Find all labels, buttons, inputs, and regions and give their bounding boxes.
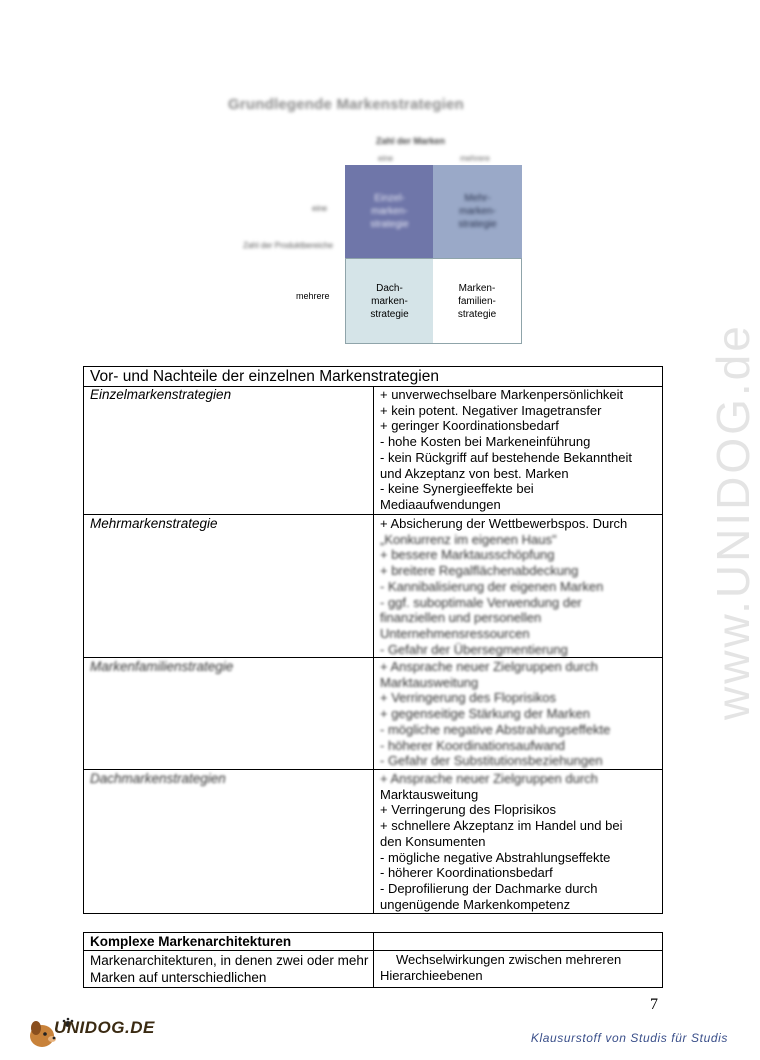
logo-text: UNIDOG.DE bbox=[54, 1018, 155, 1037]
architecture-effects-line: Wechselwirkungen zwischen mehreren bbox=[396, 952, 622, 967]
list-item: + breitere Regalflächenabdeckung bbox=[380, 563, 579, 579]
cell-markenfamilienstrategie bbox=[433, 258, 522, 344]
axis-top-label: Zahl der Marken bbox=[376, 136, 446, 146]
table-column-divider bbox=[373, 933, 374, 987]
list-item: + gegenseitige Stärkung der Marken bbox=[380, 706, 590, 722]
row-label-many: mehrere bbox=[296, 291, 330, 301]
list-item: Marktausweitung bbox=[380, 786, 479, 802]
architecture-definition: Markenarchitekturen, in denen zwei oder mehr Marken auf unterschiedlichen bbox=[90, 953, 369, 985]
list-item: + Absicherung der Wettbewerbspos. Durch bbox=[380, 516, 628, 531]
row-label-mehrmarken: Mehrmarkenstrategie bbox=[90, 516, 218, 531]
cell-einzelmarkenstrategie bbox=[345, 165, 434, 258]
list-item: und Akzeptanz von best. Marken bbox=[380, 465, 569, 481]
list-item: + Ansprache neuer Zielgruppen durch bbox=[380, 659, 598, 674]
architecture-effects-line: Hierarchieebenen bbox=[380, 968, 483, 983]
diagram-title: Grundlegende Markenstrategien bbox=[228, 96, 464, 113]
table-column-divider bbox=[373, 386, 374, 913]
list-item: - Deprofilierung der Dachmarke durch bbox=[380, 880, 598, 896]
list-item: - mögliche negative Abstrahlungseffekte bbox=[380, 849, 611, 865]
list-item: - höherer Koordinationsbedarf bbox=[380, 865, 553, 881]
list-item: Unternehmensressourcen bbox=[380, 625, 530, 641]
list-item: - keine Synergieeffekte bei bbox=[380, 481, 534, 497]
row-content-mehrmarken bbox=[380, 516, 660, 657]
watermark: www.UNIDOG.de bbox=[707, 323, 759, 720]
table-title: Vor- und Nachteile der einzelnen Markenstrategien bbox=[90, 368, 439, 385]
list-item: - Gefahr der Übersegmentierung bbox=[380, 641, 568, 657]
list-item: ungenügende Markenkompetenz bbox=[380, 896, 571, 912]
row-content-markenfamilien bbox=[380, 659, 660, 769]
row-content-einzelmarken bbox=[380, 387, 660, 513]
list-item: - ggf. suboptimale Verwendung der bbox=[380, 594, 582, 610]
list-item: - mögliche negative Abstrahlungseffekte bbox=[380, 721, 611, 737]
row-label-dachmarken: Dachmarkenstrategien bbox=[90, 771, 226, 786]
architecture-effects bbox=[380, 952, 660, 984]
row-label-einzelmarken: Einzelmarkenstrategien bbox=[90, 387, 232, 402]
row-label-markenfamilien: Markenfamilienstrategie bbox=[90, 659, 234, 674]
pros-cons-table bbox=[83, 366, 663, 914]
column-label-many: mehrere bbox=[460, 154, 490, 163]
axis-left-label: Zahl der Produktbereiche bbox=[243, 241, 333, 250]
list-item: + schnellere Akzeptanz im Handel und bei bbox=[380, 818, 623, 834]
architecture-table-header: Komplexe Markenarchitekturen bbox=[90, 934, 292, 949]
list-item: - höherer Koordinationsaufwand bbox=[380, 737, 566, 753]
list-item: + kein potent. Negativer Imagetransfer bbox=[380, 402, 602, 418]
cell-mehr-text: Mehr- marken- strategie bbox=[458, 193, 497, 230]
list-item: + geringer Koordinationsbedarf bbox=[380, 418, 559, 434]
cell-dachmarkenstrategie bbox=[345, 258, 434, 344]
list-item: Marktausweitung bbox=[380, 674, 479, 690]
list-item: + unverwechselbare Markenpersönlichkeit bbox=[380, 387, 624, 402]
list-item: „Konkurrenz im eigenen Haus" bbox=[380, 531, 557, 547]
footer-tagline: Klausurstoff von Studis für Studis bbox=[530, 1031, 728, 1045]
page-number: 7 bbox=[650, 996, 658, 1013]
cell-dach-text: Dach- marken- strategie bbox=[370, 282, 409, 320]
list-item: finanziellen und personellen bbox=[380, 610, 542, 626]
list-item: + Ansprache neuer Zielgruppen durch bbox=[380, 771, 598, 786]
cell-mehrmarkenstrategie bbox=[433, 165, 522, 258]
list-item: + bessere Marktausschöpfung bbox=[380, 547, 555, 563]
row-content-dachmarken bbox=[380, 771, 660, 912]
row-label-one: eine bbox=[312, 204, 328, 213]
list-item: - hohe Kosten bei Markeneinführung bbox=[380, 434, 591, 450]
list-item: Mediaaufwendungen bbox=[380, 496, 501, 512]
architecture-table bbox=[83, 932, 663, 988]
list-item: + Verringerung des Floprisikos bbox=[380, 802, 556, 818]
list-item: + Verringerung des Floprisikos bbox=[380, 690, 556, 706]
cell-einzel-text: Einzel- marken- strategie bbox=[370, 193, 409, 230]
strategy-matrix-diagram bbox=[0, 0, 750, 360]
list-item: - Gefahr der Substitutionsbeziehungen bbox=[380, 753, 603, 769]
list-item: - kein Rückgriff auf bestehende Bekanntheit bbox=[380, 449, 632, 465]
list-item: - Kannibalisierung der eigenen Marken bbox=[380, 578, 604, 594]
cell-familie-text: Marken- familien- strategie bbox=[457, 282, 497, 320]
column-label-one: eine bbox=[378, 154, 394, 163]
list-item: den Konsumenten bbox=[380, 833, 486, 849]
